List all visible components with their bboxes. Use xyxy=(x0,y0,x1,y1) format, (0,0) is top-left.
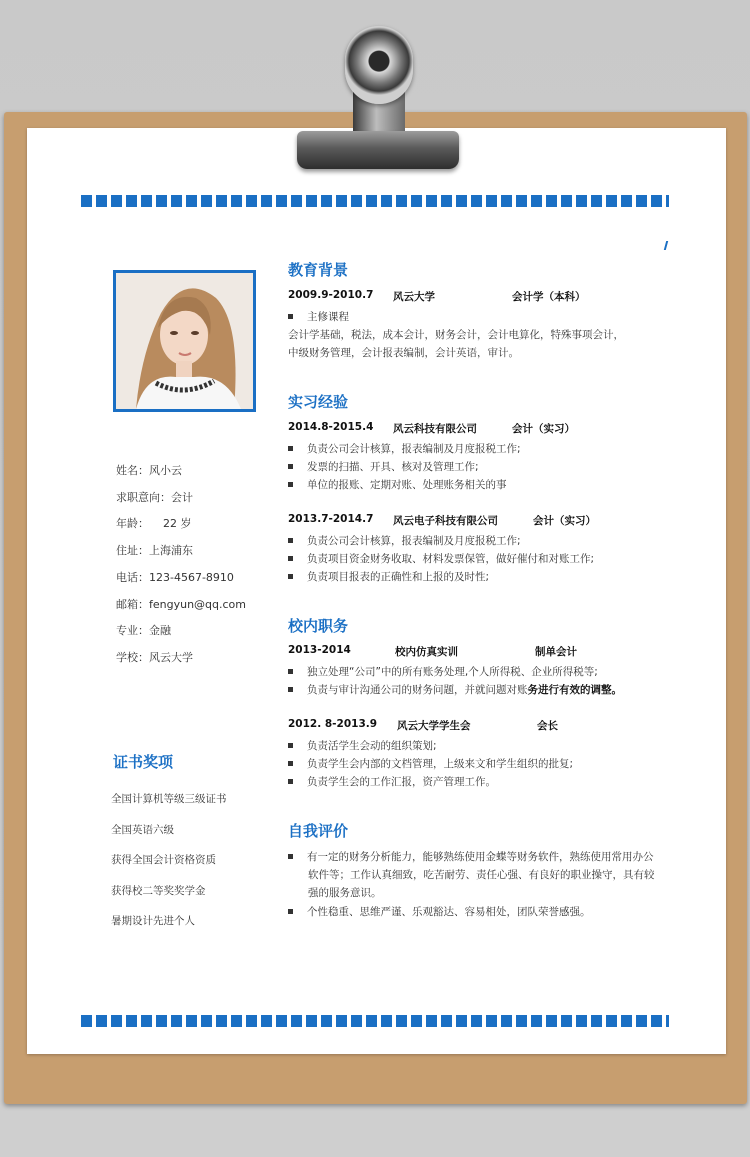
bullet-icon xyxy=(288,909,293,914)
campus-duty: 负责学生会内部的文档管理，上级来文和学生组织的批复; xyxy=(288,756,573,771)
bullet-icon xyxy=(288,482,293,487)
certificate-item: 暑期设计先进个人 xyxy=(111,915,195,927)
certificate-item: 获得全国会计资格资质 xyxy=(111,854,216,866)
bullet-icon xyxy=(288,446,293,451)
job-duty: 发票的扫描、开具、核对及管理工作; xyxy=(288,459,479,474)
bottom-stripe-divider xyxy=(81,1015,669,1027)
campus-duty: 负责与审计沟通公司的财务问题，并就问题对账务进行有效的调整。 xyxy=(288,682,622,697)
job-duty: 负责公司会计核算，报表编制及月度报税工作; xyxy=(288,533,521,548)
bullet-icon xyxy=(288,556,293,561)
self-eval-item: 有一定的财务分析能力，能够熟练使用金蝶等财务软件，熟练使用常用办公 软件等；工作认真细致，吃苦耐劳、责任心强、有良好的职业操守，具有较 强的服务意识。 xyxy=(288,848,658,902)
info-address: 住址：上海浦东 xyxy=(116,544,193,557)
education-title: 教育背景 xyxy=(288,261,349,279)
courses-line: 中级财务管理，会计报表编制，会计英语，审计。 xyxy=(288,347,519,359)
bullet-icon xyxy=(288,687,293,692)
info-school: 学校：风云大学 xyxy=(116,651,193,664)
campus-duty: 负责活学生会动的组织策划; xyxy=(288,738,437,753)
bullet-icon xyxy=(288,779,293,784)
courses-label: 主修课程 xyxy=(288,309,349,324)
education-degree: 会计学（本科） xyxy=(512,291,586,303)
campus-duty: 独立处理“公司”中的所有账务处理,个人所得税、企业所得税等; xyxy=(288,664,598,679)
campus-period: 2012. 8-2013.9 xyxy=(288,718,378,730)
campus-org: 风云大学学生会 xyxy=(397,720,471,732)
bullet-icon xyxy=(288,669,293,674)
bullet-icon xyxy=(288,761,293,766)
courses-line: 会计学基础，税法，成本会计，财务会计，会计电算化，特殊事项会计， xyxy=(288,329,624,341)
certificates-title: 证书奖项 xyxy=(113,753,174,771)
campus-org: 校内仿真实训 xyxy=(395,646,458,658)
campus-period: 2013-2014 xyxy=(288,644,351,656)
education-school: 风云大学 xyxy=(393,291,435,303)
job-company: 风云电子科技有限公司 xyxy=(393,515,498,527)
profile-photo xyxy=(113,270,256,412)
job-period: 2014.8-2015.4 xyxy=(288,421,374,433)
info-age: 年龄： 22 岁 xyxy=(116,517,192,530)
campus-role: 制单会计 xyxy=(535,646,577,658)
job-duty: 负责项目报表的正确性和上报的及时性; xyxy=(288,569,489,584)
job-period: 2013.7-2014.7 xyxy=(288,513,374,525)
self-eval-item: 个性稳重、思维严谨、乐观豁达、容易相处，团队荣誉感强。 xyxy=(288,904,591,919)
campus-title: 校内职务 xyxy=(288,617,349,635)
certificate-item: 全国英语六级 xyxy=(111,824,174,836)
info-name: 姓名：风小云 xyxy=(116,464,182,477)
clip-ring-icon xyxy=(345,26,413,104)
info-email: 邮箱：fengyun@qq.com xyxy=(116,598,247,611)
campus-duty: 负责学生会的工作汇报，资产管理工作。 xyxy=(288,774,496,789)
certificate-item: 全国计算机等级三级证书 xyxy=(111,793,227,805)
info-major: 专业：金融 xyxy=(116,624,171,637)
job-duty: 负责公司会计核算，报表编制及月度报税工作; xyxy=(288,441,521,456)
job-duty: 负责项目资金财务收取、材料发票保管，做好催付和对账工作; xyxy=(288,551,594,566)
portrait-illustration xyxy=(116,273,253,409)
campus-role: 会长 xyxy=(537,720,558,732)
job-company: 风云科技有限公司 xyxy=(393,423,477,435)
internship-title: 实习经验 xyxy=(288,393,349,411)
bullet-icon xyxy=(288,314,293,319)
certificate-item: 获得校二等奖奖学金 xyxy=(111,885,206,897)
self-eval-title: 自我评价 xyxy=(288,822,349,840)
top-stripe-divider xyxy=(81,195,669,207)
info-phone: 电话：123-4567-8910 xyxy=(116,571,234,584)
info-intent: 求职意向：会计 xyxy=(116,491,193,504)
job-role: 会计（实习） xyxy=(512,423,575,435)
job-role: 会计（实习） xyxy=(533,515,596,527)
bullet-icon xyxy=(288,574,293,579)
bullet-icon xyxy=(288,854,293,859)
education-period: 2009.9-2010.7 xyxy=(288,289,374,301)
bullet-icon xyxy=(288,464,293,469)
binder-clip-icon xyxy=(297,131,459,169)
job-duty: 单位的报账、定期对账、处理账务相关的事 xyxy=(288,477,507,492)
bullet-icon xyxy=(288,538,293,543)
bullet-icon xyxy=(288,743,293,748)
